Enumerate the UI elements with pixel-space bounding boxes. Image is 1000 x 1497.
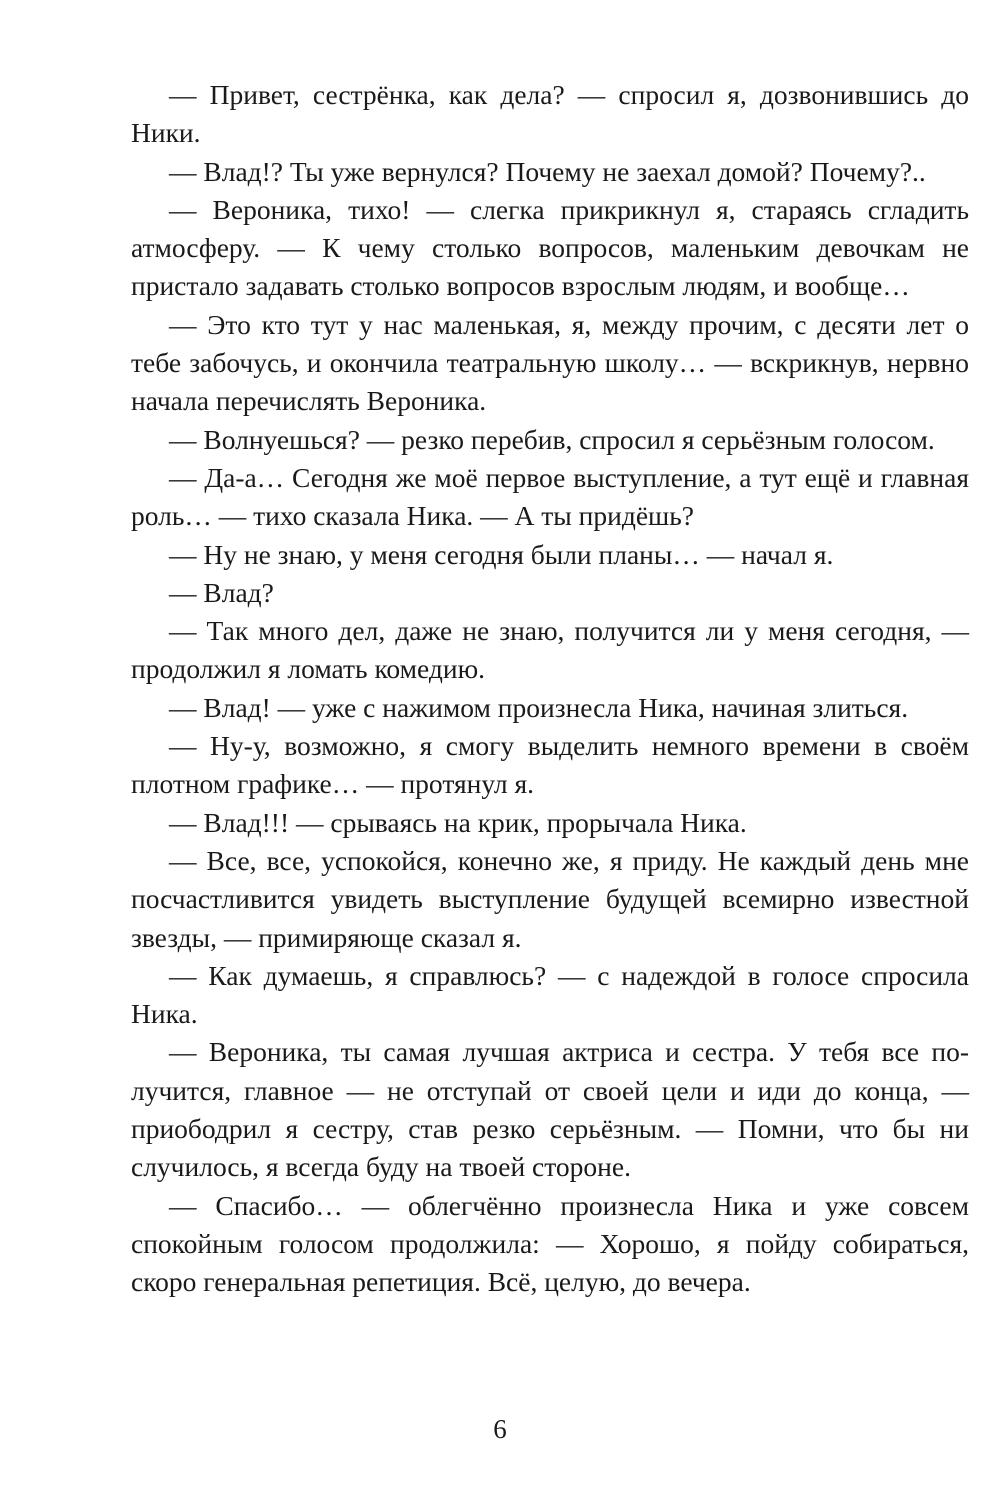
paragraph: — Все, все, успокойся, конечно же, я приду. Не каждый день мне посчастливится увидеть выступление будущей всемирно известной звезды, — примиряюще сказал я. bbox=[131, 844, 969, 953]
paragraph: — Вероника, ты самая лучшая актриса и сестра. У тебя все получится, главное — не отступай от своей цели и иди до конца, — приободрил я сестру, став резко серьёзным. — Помни, что бы ни случилось, я всегда буду на твоей стороне. bbox=[131, 1036, 969, 1183]
paragraph: — Привет, сестрёнка, как дела? — спросил я, дозвонившись до Ники. bbox=[131, 79, 969, 149]
paragraph: — Ну не знаю, у меня сегодня были планы… — начал я. bbox=[169, 538, 834, 570]
paragraph: — Волнуешься? — резко перебив, спросил я серьёзным голосом. bbox=[169, 423, 935, 455]
page-number: 6 bbox=[493, 1414, 507, 1444]
page-body bbox=[131, 76, 969, 1302]
paragraph: — Влад!!! — срываясь на крик, прорычала Ника. bbox=[169, 806, 747, 838]
paragraph: — Влад! — уже с нажимом произнесла Ника, начиная злиться. bbox=[169, 691, 909, 723]
paragraph: — Да-а… Сегодня же моё первое выступление, а тут ещё и главная роль… — тихо сказала Ника. — А ты придёшь? bbox=[131, 461, 969, 532]
paragraph: — Как думаешь, я справлюсь? — с надеждой в голосе спросила Ника. bbox=[131, 959, 969, 1030]
paragraph: — Ну-у, возможно, я смогу выделить немного времени в своём плотном графике… — протянул я. bbox=[131, 730, 969, 800]
paragraph: — Так много дел, даже не знаю, получится ли у меня сегодня, — продолжил я ломать комедию. bbox=[131, 615, 969, 685]
paragraph: — Это кто тут у нас маленькая, я, между прочим, с десяти лет о тебе забочусь, и окончила театральную школу… — вскрикнув, нервно начала перечислять Вероника. bbox=[131, 308, 969, 417]
paragraph: — Влад!? Ты уже вернулся? Почему не заехал домой? Почему?.. bbox=[169, 155, 926, 187]
paragraph: — Спасибо… — облегчённо произнесла Ника и уже совсем спокойным голосом продолжила: — Хорошо, я пойду собираться, скоро генеральная репетиция. Всё, целую, до вечера. bbox=[131, 1189, 969, 1298]
paragraph: — Влад? bbox=[169, 576, 274, 608]
paragraph: — Вероника, тихо! — слегка прикрикнул я, стараясь сгладить атмосферу. — К чему столько вопросов, маленьким девочкам не пристало задавать столько вопросов взрослым людям, и вообще… bbox=[131, 193, 969, 302]
